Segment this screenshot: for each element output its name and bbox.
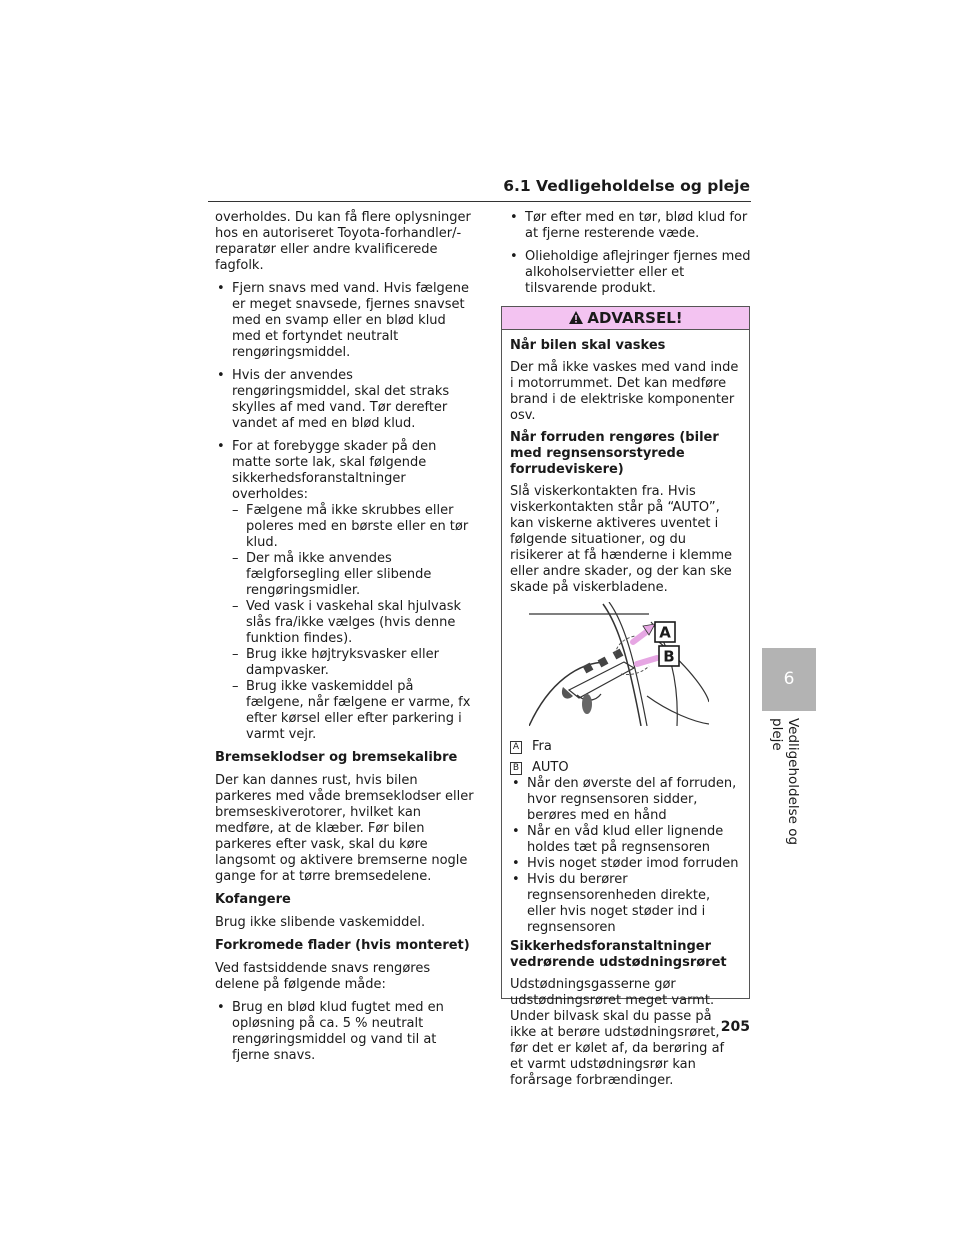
list-item xyxy=(215,439,475,743)
warning-paragraph: Slå viskerkontakten fra. Hvis viskerkontakten står på “AUTO”, kan viskerne aktiveres uventet i følgende situationer, og du risikerer at få hænderne i klemme eller andre skader, og der kan ske skade på viskerbladene. xyxy=(510,484,732,595)
intro-paragraph: overholdes. Du kan få flere oplysninger hos en autoriseret Toyota-forhandler/-reparatør eller andre kvalificerede fagfolk. xyxy=(215,210,471,273)
chrome-paragraph: Ved fastsiddende snavs rengøres delene på følgende måde: xyxy=(215,961,431,992)
matte-paint-list xyxy=(232,503,475,743)
dash-item: – Fælgene må ikke skrubbes eller poleres med en børste eller en tør klud. xyxy=(232,503,475,551)
warning-heading-exhaust: Sikkerhedsforanstaltninger vedrørende udstødningsrøret xyxy=(510,939,727,970)
chrome-list-continued xyxy=(508,210,751,297)
brake-heading: Bremseklodser og bremsekalibre xyxy=(215,750,458,765)
list-item: • Brug en blød klud fugtet med en opløsning på ca. 5 % neutralt rengøringsmiddel og vand til at fjerne snavs. xyxy=(215,1000,475,1064)
warning-header xyxy=(502,307,749,330)
list-item: • Hvis du berører regnsensorenheden direkte, eller hvis noget støder ind i regnsensoren xyxy=(510,872,741,936)
label-b-callout xyxy=(659,646,679,666)
legend-key-b: B xyxy=(510,762,522,775)
legend-text-b: AUTO xyxy=(532,760,569,775)
page-number: 205 xyxy=(720,1019,750,1035)
warning-paragraph: Udstødningsgasserne gør udstødningsrøret meget varmt. Under bilvask skal du passe på ikke at berøre udstødningsrøret, før det er kølet af, da berøring af et varmt udstødningsrør kan forårsage forbrændinger. xyxy=(510,977,725,1088)
chapter-tab: 6 xyxy=(762,648,816,711)
label-b: B xyxy=(663,647,675,666)
legend-key-a: A xyxy=(510,741,522,754)
list-item: • Tør efter med en tør, blød klud for at fjerne resterende væde. xyxy=(508,210,751,242)
dash-item: – Brug ikke højtryksvasker eller dampvasker. xyxy=(232,647,475,679)
legend-row-b xyxy=(510,760,741,776)
warning-triangle-icon xyxy=(568,310,584,325)
list-item: • Hvis der anvendes rengøringsmiddel, skal det straks skylles af med vand. Tør derefter vandet af med en blød klud. xyxy=(215,368,475,432)
warning-heading-wash: Når bilen skal vaskes xyxy=(510,338,666,353)
brake-paragraph: Der kan dannes rust, hvis bilen parkeres med våde bremseklodser eller bremseskiverotorer, hvilket kan medføre, at de klæber. Før bilen parkeres efter vask, skal du køre langsomt og aktivere bremserne nogle gange for at tørre bremsedelene. xyxy=(215,773,474,884)
list-item-text: For at forebygge skader på den matte sorte lak, skal følgende sikkerhedsforanstaltninger overholdes: xyxy=(232,439,437,502)
warning-title: ADVARSEL! xyxy=(587,309,683,327)
wheel-care-list xyxy=(215,281,475,743)
warning-body xyxy=(502,330,749,1089)
warning-heading-windshield: Når forruden rengøres (biler med regnsensorstyrede forrudeviskere) xyxy=(510,430,719,477)
right-column xyxy=(508,210,751,304)
dash-item: – Brug ikke vaskemiddel på fælgene, når fælgene er varme, fx efter kørsel eller efter parkering i varmt vejr. xyxy=(232,679,475,743)
chrome-heading: Forkromede flader (hvis monteret) xyxy=(215,938,470,953)
list-item: • Fjern snavs med vand. Hvis fælgene er meget snavsede, fjernes snavset med en svamp eller en blød klud med et fortyndet neutralt rengøringsmiddel. xyxy=(215,281,475,361)
dash-item: – Der må ikke anvendes fælgforsegling eller slibende rengøringsmidler. xyxy=(232,551,475,599)
chrome-list xyxy=(215,1000,475,1064)
label-a: A xyxy=(659,623,671,642)
legend-row-a xyxy=(510,739,741,755)
list-item: • Når den øverste del af forruden, hvor regnsensoren sidder, berøres med en hånd xyxy=(510,776,741,824)
page-header-title: 6.1 Vedligeholdelse og pleje xyxy=(503,177,750,195)
dash-item: – Ved vask i vaskehal skal hjulvask slås fra/ikke vælges (hvis denne funktion findes). xyxy=(232,599,475,647)
rain-sensor-list xyxy=(510,776,741,936)
legend-text-a: Fra xyxy=(532,739,552,754)
bumper-paragraph: Brug ikke slibende vaskemiddel. xyxy=(215,915,426,930)
bumper-heading: Kofangere xyxy=(215,892,291,907)
list-item: • Når en våd klud eller lignende holdes tæt på regnsensoren xyxy=(510,824,741,856)
warning-paragraph: Der må ikke vaskes med vand inde i motorrummet. Det kan medføre brand i de elektriske komponenter osv. xyxy=(510,360,739,423)
chapter-side-label: Vedligeholdelse og pleje xyxy=(769,718,801,846)
list-item: • Olieholdige aflejringer fjernes med alkoholservietter eller et tilsvarende produkt. xyxy=(508,249,751,297)
header-rule xyxy=(208,201,751,202)
label-a-callout xyxy=(655,622,675,642)
wiper-switch-illustration xyxy=(529,602,709,726)
list-item: • Hvis noget støder imod forruden xyxy=(510,856,741,872)
left-column xyxy=(215,210,475,1071)
